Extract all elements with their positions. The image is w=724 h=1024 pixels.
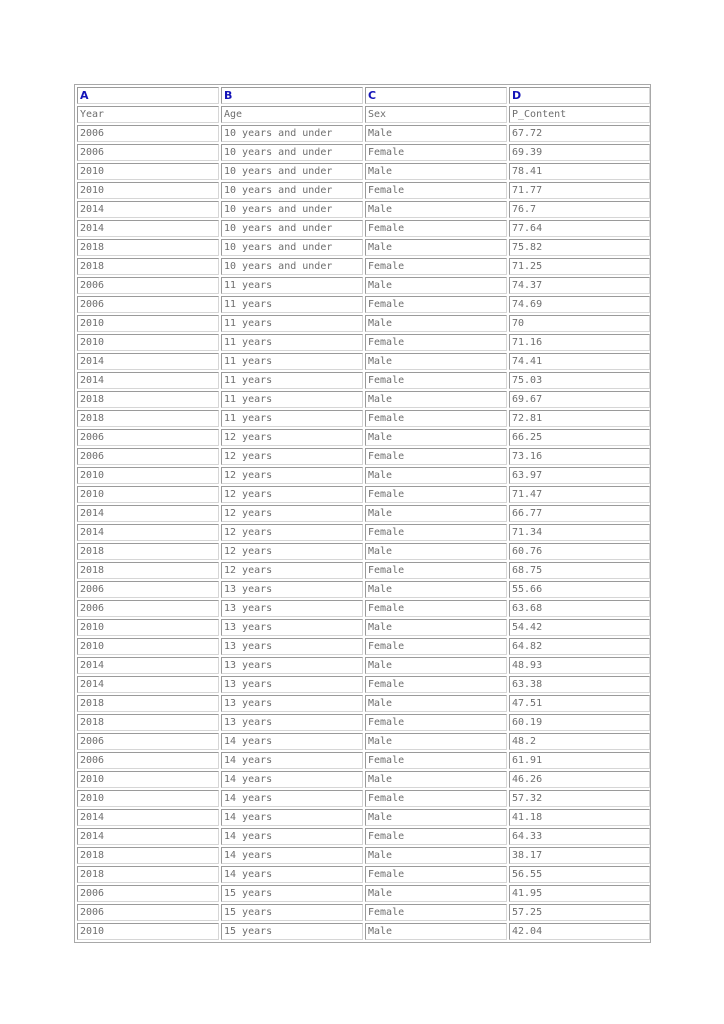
data-table <box>75 85 652 942</box>
year-cell[interactable]: 2006 <box>77 904 219 921</box>
column-letter-d[interactable]: D <box>509 87 650 104</box>
age-cell[interactable]: 10 years and under <box>221 220 363 237</box>
p-content-cell[interactable]: 71.77 <box>509 182 650 199</box>
table-row <box>77 543 650 560</box>
sex-cell[interactable]: Female <box>365 524 507 541</box>
table-row <box>77 353 650 370</box>
sex-cell[interactable]: Female <box>365 410 507 427</box>
year-cell[interactable]: 2014 <box>77 372 219 389</box>
age-cell[interactable]: 13 years <box>221 714 363 731</box>
table-row <box>77 790 650 807</box>
table-row <box>77 182 650 199</box>
table-row <box>77 562 650 579</box>
table-row <box>77 657 650 674</box>
sex-cell[interactable]: Female <box>365 220 507 237</box>
age-cell[interactable]: 10 years and under <box>221 144 363 161</box>
sex-cell[interactable]: Female <box>365 562 507 579</box>
table-row <box>77 695 650 712</box>
p-content-cell[interactable]: 61.91 <box>509 752 650 769</box>
p-content-cell[interactable]: 69.67 <box>509 391 650 408</box>
year-cell[interactable]: 2014 <box>77 828 219 845</box>
p-content-cell[interactable]: 76.7 <box>509 201 650 218</box>
table-row <box>77 258 650 275</box>
age-cell[interactable]: 11 years <box>221 391 363 408</box>
p-content-cell[interactable]: 63.97 <box>509 467 650 484</box>
p-content-cell[interactable]: 57.25 <box>509 904 650 921</box>
year-cell[interactable]: 2014 <box>77 657 219 674</box>
age-cell[interactable]: 11 years <box>221 372 363 389</box>
table-row <box>77 144 650 161</box>
table-row <box>77 904 650 921</box>
age-cell[interactable]: 11 years <box>221 410 363 427</box>
year-cell[interactable]: 2006 <box>77 277 219 294</box>
p-content-cell[interactable]: 75.03 <box>509 372 650 389</box>
year-cell[interactable]: 2018 <box>77 695 219 712</box>
sex-cell[interactable]: Male <box>365 733 507 750</box>
table-row <box>77 410 650 427</box>
table-row <box>77 923 650 940</box>
table-row <box>77 733 650 750</box>
sex-cell[interactable]: Female <box>365 714 507 731</box>
sex-cell[interactable]: Female <box>365 828 507 845</box>
year-cell[interactable]: 2006 <box>77 600 219 617</box>
year-cell[interactable]: 2010 <box>77 790 219 807</box>
p-content-cell[interactable]: 71.25 <box>509 258 650 275</box>
p-content-cell[interactable]: 77.64 <box>509 220 650 237</box>
header-age[interactable]: Age <box>221 106 363 123</box>
p-content-cell[interactable]: 60.76 <box>509 543 650 560</box>
age-cell[interactable]: 14 years <box>221 866 363 883</box>
column-letter-c[interactable]: C <box>365 87 507 104</box>
sex-cell[interactable]: Male <box>365 277 507 294</box>
sex-cell[interactable]: Male <box>365 695 507 712</box>
age-cell[interactable]: 13 years <box>221 619 363 636</box>
sex-cell[interactable]: Female <box>365 448 507 465</box>
age-cell[interactable]: 10 years and under <box>221 163 363 180</box>
p-content-cell[interactable]: 46.26 <box>509 771 650 788</box>
p-content-cell[interactable]: 38.17 <box>509 847 650 864</box>
p-content-cell[interactable]: 75.82 <box>509 239 650 256</box>
age-cell[interactable]: 14 years <box>221 771 363 788</box>
age-cell[interactable]: 10 years and under <box>221 258 363 275</box>
age-cell[interactable]: 13 years <box>221 638 363 655</box>
table-row <box>77 429 650 446</box>
p-content-cell[interactable]: 47.51 <box>509 695 650 712</box>
age-cell[interactable]: 14 years <box>221 790 363 807</box>
age-cell[interactable]: 12 years <box>221 562 363 579</box>
p-content-cell[interactable]: 74.41 <box>509 353 650 370</box>
sex-cell[interactable]: Male <box>365 505 507 522</box>
year-cell[interactable]: 2018 <box>77 239 219 256</box>
sex-cell[interactable]: Female <box>365 866 507 883</box>
year-cell[interactable]: 2018 <box>77 562 219 579</box>
sex-cell[interactable]: Female <box>365 600 507 617</box>
table-row <box>77 277 650 294</box>
year-cell[interactable]: 2018 <box>77 714 219 731</box>
age-cell[interactable]: 14 years <box>221 733 363 750</box>
table-row <box>77 220 650 237</box>
p-content-cell[interactable]: 41.95 <box>509 885 650 902</box>
year-cell[interactable]: 2006 <box>77 733 219 750</box>
sex-cell[interactable]: Female <box>365 182 507 199</box>
table-row <box>77 809 650 826</box>
age-cell[interactable]: 12 years <box>221 543 363 560</box>
year-cell[interactable]: 2014 <box>77 505 219 522</box>
table-row <box>77 239 650 256</box>
sex-cell[interactable]: Female <box>365 676 507 693</box>
age-cell[interactable]: 11 years <box>221 315 363 332</box>
year-cell[interactable]: 2010 <box>77 638 219 655</box>
year-cell[interactable]: 2018 <box>77 847 219 864</box>
sex-cell[interactable]: Male <box>365 543 507 560</box>
p-content-cell[interactable]: 64.33 <box>509 828 650 845</box>
sex-cell[interactable]: Male <box>365 885 507 902</box>
year-cell[interactable]: 2006 <box>77 296 219 313</box>
table-row <box>77 372 650 389</box>
year-cell[interactable]: 2010 <box>77 923 219 940</box>
sex-cell[interactable]: Male <box>365 125 507 142</box>
age-cell[interactable]: 12 years <box>221 467 363 484</box>
year-cell[interactable]: 2006 <box>77 144 219 161</box>
age-cell[interactable]: 13 years <box>221 600 363 617</box>
table-row <box>77 885 650 902</box>
sex-cell[interactable]: Male <box>365 847 507 864</box>
age-cell[interactable]: 11 years <box>221 334 363 351</box>
table-row <box>77 847 650 864</box>
header-row <box>77 106 650 123</box>
p-content-cell[interactable]: 72.81 <box>509 410 650 427</box>
p-content-cell[interactable]: 63.68 <box>509 600 650 617</box>
year-cell[interactable]: 2014 <box>77 353 219 370</box>
table-row <box>77 448 650 465</box>
age-cell[interactable]: 12 years <box>221 505 363 522</box>
age-cell[interactable]: 12 years <box>221 429 363 446</box>
table-row <box>77 676 650 693</box>
sex-cell[interactable]: Male <box>365 923 507 940</box>
table-row <box>77 619 650 636</box>
sex-cell[interactable]: Male <box>365 353 507 370</box>
year-cell[interactable]: 2010 <box>77 619 219 636</box>
table-row <box>77 391 650 408</box>
table-row <box>77 125 650 142</box>
p-content-cell[interactable]: 54.42 <box>509 619 650 636</box>
age-cell[interactable]: 11 years <box>221 277 363 294</box>
p-content-cell[interactable]: 78.41 <box>509 163 650 180</box>
table-row <box>77 581 650 598</box>
year-cell[interactable]: 2018 <box>77 258 219 275</box>
header-sex[interactable]: Sex <box>365 106 507 123</box>
year-cell[interactable]: 2006 <box>77 581 219 598</box>
age-cell[interactable]: 10 years and under <box>221 125 363 142</box>
sex-cell[interactable]: Male <box>365 163 507 180</box>
p-content-cell[interactable]: 73.16 <box>509 448 650 465</box>
column-letter-row <box>77 87 650 104</box>
year-cell[interactable]: 2018 <box>77 391 219 408</box>
year-cell[interactable]: 2010 <box>77 182 219 199</box>
p-content-cell[interactable]: 48.2 <box>509 733 650 750</box>
table-body <box>77 87 650 940</box>
age-cell[interactable]: 11 years <box>221 353 363 370</box>
sex-cell[interactable]: Female <box>365 752 507 769</box>
sex-cell[interactable]: Female <box>365 790 507 807</box>
table-row <box>77 296 650 313</box>
age-cell[interactable]: 13 years <box>221 581 363 598</box>
p-content-cell[interactable]: 63.38 <box>509 676 650 693</box>
p-content-cell[interactable]: 71.47 <box>509 486 650 503</box>
age-cell[interactable]: 13 years <box>221 657 363 674</box>
column-letter-a[interactable]: A <box>77 87 219 104</box>
p-content-cell[interactable]: 42.04 <box>509 923 650 940</box>
year-cell[interactable]: 2018 <box>77 410 219 427</box>
p-content-cell[interactable]: 48.93 <box>509 657 650 674</box>
age-cell[interactable]: 14 years <box>221 828 363 845</box>
sex-cell[interactable]: Female <box>365 296 507 313</box>
table-row <box>77 334 650 351</box>
sex-cell[interactable]: Male <box>365 391 507 408</box>
sex-cell[interactable]: Male <box>365 657 507 674</box>
year-cell[interactable]: 2010 <box>77 315 219 332</box>
sex-cell[interactable]: Male <box>365 619 507 636</box>
age-cell[interactable]: 12 years <box>221 486 363 503</box>
table-row <box>77 752 650 769</box>
p-content-cell[interactable]: 74.69 <box>509 296 650 313</box>
age-cell[interactable]: 11 years <box>221 296 363 313</box>
year-cell[interactable]: 2014 <box>77 220 219 237</box>
age-cell[interactable]: 15 years <box>221 904 363 921</box>
year-cell[interactable]: 2014 <box>77 524 219 541</box>
age-cell[interactable]: 15 years <box>221 923 363 940</box>
year-cell[interactable]: 2006 <box>77 125 219 142</box>
year-cell[interactable]: 2006 <box>77 429 219 446</box>
sex-cell[interactable]: Male <box>365 581 507 598</box>
table-row <box>77 486 650 503</box>
year-cell[interactable]: 2010 <box>77 486 219 503</box>
sex-cell[interactable]: Male <box>365 315 507 332</box>
p-content-cell[interactable]: 74.37 <box>509 277 650 294</box>
age-cell[interactable]: 10 years and under <box>221 201 363 218</box>
sex-cell[interactable]: Male <box>365 809 507 826</box>
table-row <box>77 467 650 484</box>
sex-cell[interactable]: Female <box>365 372 507 389</box>
age-cell[interactable]: 13 years <box>221 676 363 693</box>
year-cell[interactable]: 2010 <box>77 163 219 180</box>
p-content-cell[interactable]: 66.25 <box>509 429 650 446</box>
header-p-content[interactable]: P_Content <box>509 106 650 123</box>
age-cell[interactable]: 14 years <box>221 752 363 769</box>
year-cell[interactable]: 2018 <box>77 543 219 560</box>
sex-cell[interactable]: Female <box>365 904 507 921</box>
age-cell[interactable]: 13 years <box>221 695 363 712</box>
year-cell[interactable]: 2006 <box>77 448 219 465</box>
table-row <box>77 638 650 655</box>
sex-cell[interactable]: Male <box>365 467 507 484</box>
table-row <box>77 828 650 845</box>
sex-cell[interactable]: Female <box>365 486 507 503</box>
sex-cell[interactable]: Female <box>365 334 507 351</box>
year-cell[interactable]: 2006 <box>77 752 219 769</box>
p-content-cell[interactable]: 67.72 <box>509 125 650 142</box>
age-cell[interactable]: 14 years <box>221 847 363 864</box>
p-content-cell[interactable]: 56.55 <box>509 866 650 883</box>
table-row <box>77 600 650 617</box>
p-content-cell[interactable]: 55.66 <box>509 581 650 598</box>
header-year[interactable]: Year <box>77 106 219 123</box>
p-content-cell[interactable]: 64.82 <box>509 638 650 655</box>
age-cell[interactable]: 14 years <box>221 809 363 826</box>
year-cell[interactable]: 2014 <box>77 809 219 826</box>
p-content-cell[interactable]: 68.75 <box>509 562 650 579</box>
p-content-cell[interactable]: 71.34 <box>509 524 650 541</box>
p-content-cell[interactable]: 41.18 <box>509 809 650 826</box>
age-cell[interactable]: 12 years <box>221 448 363 465</box>
column-letter-b[interactable]: B <box>221 87 363 104</box>
table-row <box>77 201 650 218</box>
spreadsheet <box>74 84 651 943</box>
p-content-cell[interactable]: 60.19 <box>509 714 650 731</box>
year-cell[interactable]: 2014 <box>77 201 219 218</box>
sex-cell[interactable]: Male <box>365 201 507 218</box>
year-cell[interactable]: 2010 <box>77 467 219 484</box>
sex-cell[interactable]: Male <box>365 771 507 788</box>
p-content-cell[interactable]: 71.16 <box>509 334 650 351</box>
sex-cell[interactable]: Male <box>365 239 507 256</box>
year-cell[interactable]: 2006 <box>77 885 219 902</box>
age-cell[interactable]: 10 years and under <box>221 182 363 199</box>
table-row <box>77 771 650 788</box>
sex-cell[interactable]: Female <box>365 258 507 275</box>
age-cell[interactable]: 12 years <box>221 524 363 541</box>
year-cell[interactable]: 2010 <box>77 334 219 351</box>
p-content-cell[interactable]: 69.39 <box>509 144 650 161</box>
year-cell[interactable]: 2018 <box>77 866 219 883</box>
age-cell[interactable]: 15 years <box>221 885 363 902</box>
year-cell[interactable]: 2010 <box>77 771 219 788</box>
sex-cell[interactable]: Male <box>365 429 507 446</box>
table-row <box>77 524 650 541</box>
p-content-cell[interactable]: 66.77 <box>509 505 650 522</box>
table-row <box>77 866 650 883</box>
sex-cell[interactable]: Female <box>365 638 507 655</box>
table-row <box>77 505 650 522</box>
p-content-cell[interactable]: 70 <box>509 315 650 332</box>
p-content-cell[interactable]: 57.32 <box>509 790 650 807</box>
sex-cell[interactable]: Female <box>365 144 507 161</box>
table-row <box>77 315 650 332</box>
table-row <box>77 163 650 180</box>
age-cell[interactable]: 10 years and under <box>221 239 363 256</box>
table-row <box>77 714 650 731</box>
year-cell[interactable]: 2014 <box>77 676 219 693</box>
